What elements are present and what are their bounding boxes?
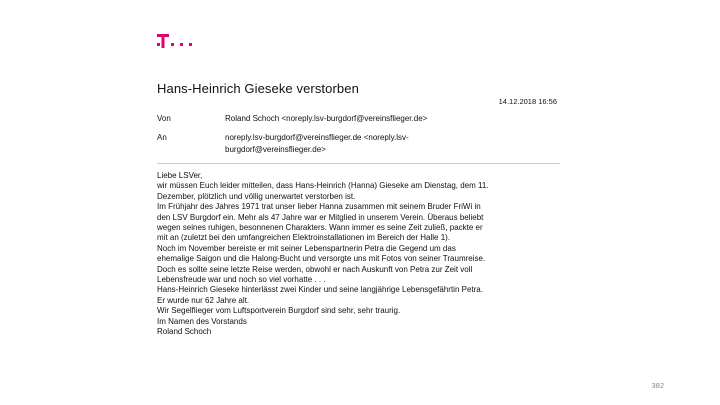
body-line: ehemalige Saigon und die Halong-Bucht und versorgte uns mit Fotos von seiner Traumreise.	[157, 254, 486, 264]
body-line: wegen seines ruhigen, besonnenen Charakters. Wann immer es seine Zeit zuließ, packte er	[157, 223, 483, 233]
body-line: Lebensfreude war und noch so viel vorhatte . . .	[157, 275, 326, 285]
email-subject: Hans-Heinrich Gieseke verstorben	[157, 81, 359, 96]
body-line: Doch es sollte seine letzte Reise werden, obwohl er nach Auskunft von Petra zur Zeit voll	[157, 264, 473, 274]
body-line: Im Namen des Vorstands	[157, 316, 247, 326]
to-value: noreply.lsv-burgdorf@vereinsflieger.de <noreply.lsv-burgdorf@vereinsflieger.de>	[225, 133, 409, 154]
telekom-t-logo-icon	[157, 34, 197, 54]
body-line: Liebe LSVer,	[157, 171, 203, 180]
email-date: 14.12.2018 16:56	[498, 97, 557, 106]
body-line: wir müssen Euch leider mitteilen, dass Hans-Heinrich (Hanna) Gieseke am Dienstag, dem 11.	[157, 181, 489, 191]
to-label: An	[157, 133, 167, 142]
page-number: 382	[651, 381, 664, 390]
email-body	[157, 171, 567, 338]
header-divider	[157, 163, 560, 164]
body-line: mit an (zuletzt bei den umfangreichen Elektroinstallationen im Bereich der Halle 1).	[157, 233, 451, 243]
body-line: Im Frühjahr des Jahres 1971 trat unser lieber Hanna zusammen mit seinem Bruder FriWi in	[157, 202, 481, 212]
body-line: den LSV Burgdorf ein. Mehr als 47 Jahre war er Mitglied in unserem Verein. Überaus beliebt	[157, 212, 484, 222]
body-line: Hans-Heinrich Gieseke hinterlässt zwei Kinder und seine langjährige Lebensgefährtin Petra.	[157, 285, 483, 295]
from-label: Von	[157, 114, 171, 123]
body-line: Er wurde nur 62 Jahre alt.	[157, 295, 250, 305]
body-line: Wir Segelflieger vom Luftsportverein Burgdorf sind sehr, sehr traurig.	[157, 306, 401, 316]
body-line: Noch im November bereiste er mit seiner Lebenspartnerin Petra die Gegend um das	[157, 243, 456, 253]
body-line: Roland Schoch	[157, 327, 212, 337]
body-line: Dezember, plötzlich und völlig unerwartet verstorben ist.	[157, 191, 356, 201]
from-value: Roland Schoch <noreply.lsv-burgdorf@vereinsflieger.de>	[225, 114, 428, 123]
